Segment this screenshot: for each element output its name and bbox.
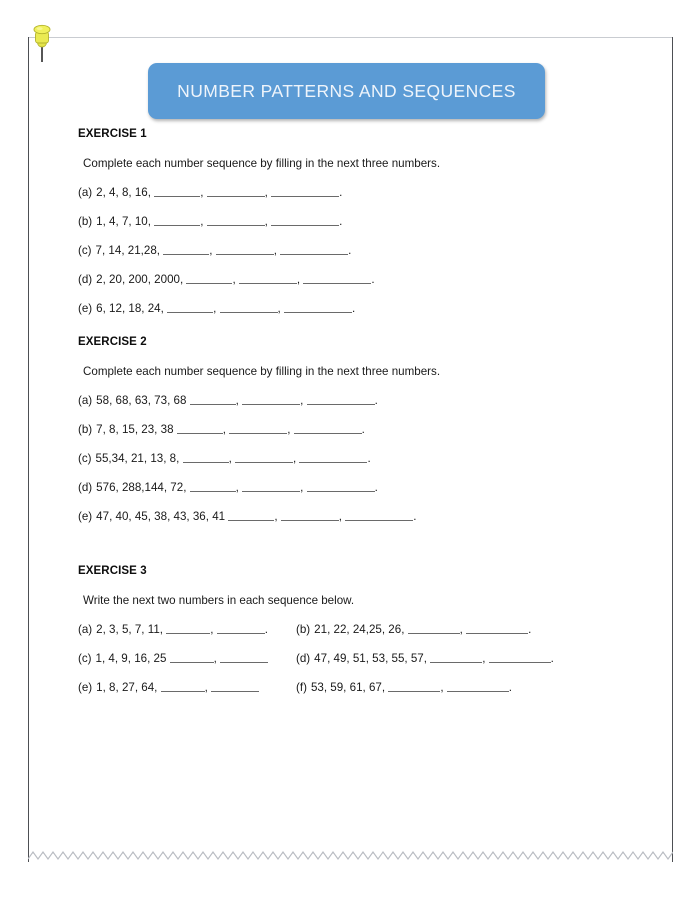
answer-blank[interactable] — [345, 510, 413, 521]
blank-separator-comma: , — [204, 681, 212, 694]
answer-blank[interactable] — [183, 452, 229, 463]
question-label: (d) — [78, 273, 93, 286]
spacer — [78, 494, 658, 510]
question-sequence: 6, 12, 18, 24, — [96, 302, 164, 315]
question-pair-row — [78, 652, 658, 665]
spacer — [78, 378, 658, 394]
answer-blank[interactable] — [239, 273, 297, 284]
question-column-left — [78, 681, 296, 694]
question-row — [78, 244, 658, 257]
spacer — [78, 140, 658, 157]
answer-blank[interactable] — [408, 623, 460, 634]
page-border-left — [28, 37, 29, 862]
answer-blank[interactable] — [466, 623, 528, 634]
spacer — [78, 607, 658, 623]
sentence-period: . — [374, 394, 378, 407]
question-row — [78, 273, 658, 286]
spacer — [78, 228, 658, 244]
answer-blank[interactable] — [190, 394, 236, 405]
blank-separator-comma: , — [293, 452, 300, 465]
answer-blank[interactable] — [388, 681, 440, 692]
answer-blank[interactable] — [207, 186, 265, 197]
answer-blank[interactable] — [271, 215, 339, 226]
blank-separator-comma: , — [459, 623, 467, 636]
answer-blank[interactable] — [161, 681, 205, 692]
question-label: (c) — [78, 452, 92, 465]
exercise-instruction: Write the next two numbers in each sequence below. — [83, 594, 355, 607]
question-column-left — [78, 623, 296, 636]
question-sequence: 21, 22, 24,25, 26, — [314, 623, 405, 636]
question-row — [78, 652, 296, 665]
exercise-heading: EXERCISE 3 — [78, 565, 147, 577]
blank-separator-comma: , — [232, 273, 239, 286]
exercise-instruction: Complete each number sequence by filling in the next three numbers. — [83, 157, 441, 170]
blank-separator-comma: , — [273, 244, 281, 257]
question-row — [78, 394, 658, 407]
spacer — [78, 327, 658, 336]
page-border-top — [28, 37, 673, 38]
answer-blank[interactable] — [307, 394, 375, 405]
blank-separator-comma: , — [264, 215, 272, 228]
answer-blank[interactable] — [154, 215, 200, 226]
exercise-section — [78, 336, 658, 523]
answer-blank[interactable] — [307, 481, 375, 492]
sentence-period: . — [550, 652, 554, 665]
question-row — [78, 452, 658, 465]
question-label: (b) — [78, 215, 93, 228]
question-label: (e) — [78, 681, 93, 694]
question-row — [78, 215, 658, 228]
blank-separator-comma: , — [274, 510, 281, 523]
question-row — [296, 623, 658, 636]
answer-blank[interactable] — [166, 623, 210, 634]
blank-separator-comma: , — [210, 623, 217, 636]
answer-blank[interactable] — [430, 652, 482, 663]
answer-blank[interactable] — [177, 423, 223, 434]
question-sequence: 1, 4, 9, 16, 25 — [95, 652, 167, 665]
blank-separator-comma: , — [296, 273, 304, 286]
page-border-right — [672, 37, 673, 862]
answer-blank[interactable] — [299, 452, 367, 463]
question-sequence: 55,34, 21, 13, 8, — [95, 452, 180, 465]
question-sequence: 47, 49, 51, 53, 55, 57, — [314, 652, 427, 665]
sentence-period: . — [374, 481, 378, 494]
page-title: NUMBER PATTERNS AND SEQUENCES — [177, 80, 516, 101]
question-row — [78, 481, 658, 494]
answer-blank[interactable] — [284, 302, 352, 313]
spacer — [78, 577, 658, 594]
spacer — [78, 348, 658, 365]
blank-separator-comma: , — [235, 481, 243, 494]
blank-separator-comma: , — [200, 186, 207, 199]
question-label: (b) — [296, 623, 311, 636]
answer-blank[interactable] — [220, 302, 278, 313]
question-sequence: 7, 8, 15, 23, 38 — [96, 423, 174, 436]
sentence-period: . — [367, 452, 371, 465]
blank-separator-comma: , — [228, 452, 236, 465]
blank-separator-comma: , — [300, 394, 307, 407]
question-row — [78, 302, 658, 315]
question-row — [78, 186, 658, 199]
spacer — [78, 665, 658, 681]
question-sequence: 2, 3, 5, 7, 11, — [96, 623, 163, 636]
blank-separator-comma: , — [277, 302, 284, 315]
answer-blank[interactable] — [186, 273, 232, 284]
question-row — [78, 681, 296, 694]
sentence-period: . — [371, 273, 375, 286]
blank-separator-comma: , — [213, 652, 221, 665]
answer-blank[interactable] — [281, 510, 339, 521]
blank-separator-comma: , — [287, 423, 294, 436]
answer-blank[interactable] — [228, 510, 274, 521]
answer-blank[interactable] — [271, 186, 339, 197]
blank-separator-comma: , — [200, 215, 207, 228]
exercise-heading: EXERCISE 2 — [78, 336, 147, 348]
answer-blank[interactable] — [211, 681, 259, 692]
sentence-period: . — [339, 215, 343, 228]
spacer — [78, 170, 658, 186]
exercise-heading: EXERCISE 1 — [78, 128, 147, 140]
question-sequence: 58, 68, 63, 73, 68 — [96, 394, 187, 407]
sentence-period: . — [508, 681, 513, 694]
sentence-period: . — [352, 302, 356, 315]
blank-separator-comma: , — [264, 186, 272, 199]
answer-blank[interactable] — [294, 423, 362, 434]
question-label: (e) — [78, 510, 93, 523]
question-label: (a) — [78, 394, 93, 407]
sentence-period: . — [339, 186, 343, 199]
question-column-left — [78, 652, 296, 665]
answer-blank[interactable] — [216, 244, 274, 255]
spacer — [78, 199, 658, 215]
answer-blank[interactable] — [229, 423, 287, 434]
question-sequence: 53, 59, 61, 67, — [310, 681, 386, 694]
answer-blank[interactable] — [242, 481, 300, 492]
question-column-right — [296, 652, 658, 665]
question-sequence: 2, 20, 200, 2000, — [96, 273, 184, 286]
spacer — [78, 436, 658, 452]
question-label: (e) — [78, 302, 93, 315]
worksheet-title-banner — [148, 63, 545, 119]
blank-separator-comma: , — [338, 510, 346, 523]
answer-blank[interactable] — [207, 215, 265, 226]
answer-blank[interactable] — [303, 273, 371, 284]
question-label: (d) — [78, 481, 93, 494]
exercise-section — [78, 128, 658, 315]
answer-blank[interactable] — [163, 244, 209, 255]
spacer — [78, 636, 658, 652]
question-sequence: 47, 40, 45, 38, 43, 36, 41 — [96, 510, 226, 523]
pushpin-icon — [27, 21, 57, 65]
answer-blank[interactable] — [242, 394, 300, 405]
answer-blank[interactable] — [190, 481, 236, 492]
answer-blank[interactable] — [167, 302, 213, 313]
blank-separator-comma: , — [209, 244, 216, 257]
blank-separator-comma: , — [235, 394, 243, 407]
sentence-period: . — [348, 244, 352, 257]
question-sequence: 7, 14, 21,28, — [95, 244, 160, 257]
answer-blank[interactable] — [154, 186, 200, 197]
question-row — [78, 623, 296, 636]
spacer — [78, 557, 658, 565]
answer-blank[interactable] — [447, 681, 509, 692]
question-sequence: 1, 8, 27, 64, — [96, 681, 158, 694]
question-label: (a) — [78, 186, 93, 199]
blank-separator-comma: , — [213, 302, 220, 315]
exercise-section — [78, 565, 658, 694]
blank-separator-comma: , — [482, 652, 489, 665]
question-label: (b) — [78, 423, 93, 436]
sentence-period: . — [264, 623, 268, 636]
sentence-period: . — [528, 623, 532, 636]
question-row — [78, 423, 658, 436]
question-label: (f) — [296, 681, 307, 694]
question-label: (d) — [296, 652, 311, 665]
question-row — [296, 681, 658, 694]
question-row — [296, 652, 658, 665]
spacer — [78, 257, 658, 273]
blank-separator-comma: , — [222, 423, 230, 436]
question-sequence: 2, 4, 8, 16, — [96, 186, 151, 199]
question-row — [78, 510, 658, 523]
answer-blank[interactable] — [170, 652, 214, 663]
question-sequence: 576, 288,144, 72, — [96, 481, 187, 494]
answer-blank[interactable] — [235, 452, 293, 463]
question-sequence: 1, 4, 7, 10, — [96, 215, 151, 228]
answer-blank[interactable] — [220, 652, 268, 663]
sentence-period: . — [413, 510, 417, 523]
blank-separator-comma: , — [440, 681, 447, 694]
zigzag-torn-edge — [28, 848, 673, 862]
spacer — [78, 465, 658, 481]
question-label: (c) — [78, 652, 92, 665]
question-label: (c) — [78, 244, 92, 257]
exercise-instruction: Complete each number sequence by filling in the next three numbers. — [83, 365, 441, 378]
answer-blank[interactable] — [489, 652, 551, 663]
spacer — [78, 286, 658, 302]
question-label: (a) — [78, 623, 93, 636]
question-column-right — [296, 623, 658, 636]
answer-blank[interactable] — [280, 244, 348, 255]
question-pair-row — [78, 623, 658, 636]
question-column-right — [296, 681, 658, 694]
worksheet-content — [78, 128, 658, 706]
sentence-period: . — [361, 423, 365, 436]
blank-separator-comma: , — [300, 481, 307, 494]
spacer — [78, 407, 658, 423]
question-pair-row — [78, 681, 658, 694]
answer-blank[interactable] — [217, 623, 265, 634]
